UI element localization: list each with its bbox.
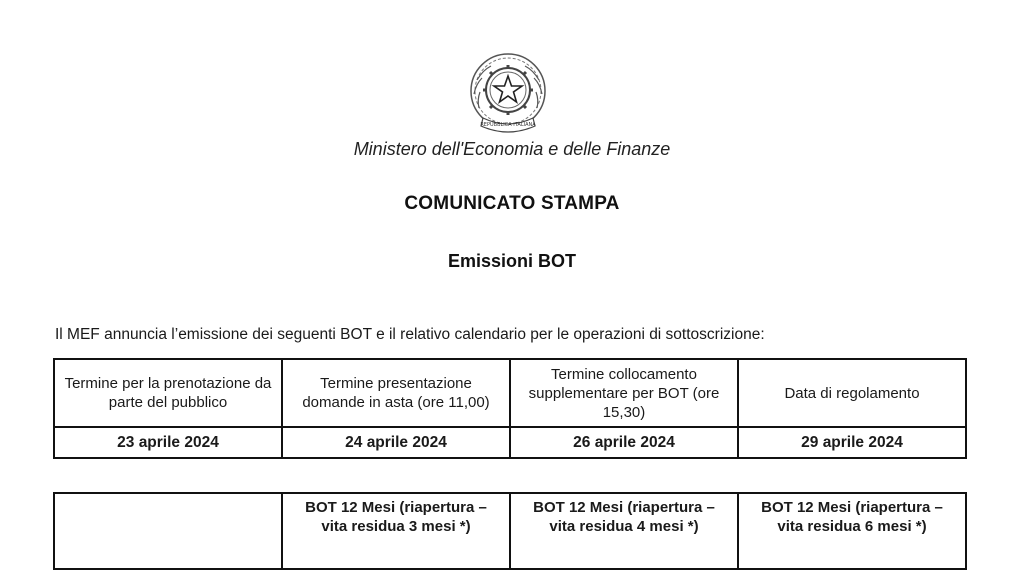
bot-corner-cell: [54, 493, 282, 569]
calendar-date-cell: 26 aprile 2024: [510, 427, 738, 458]
calendar-header-cell: Termine presentazione domande in asta (ore 11,00): [282, 359, 510, 427]
bot-column-header: BOT 12 Mesi (riapertura – vita residua 4 mesi *): [510, 493, 738, 569]
calendar-header-cell: Data di regolamento: [738, 359, 966, 427]
calendar-dates-row: [54, 427, 966, 458]
calendar-header-row: [54, 359, 966, 427]
bot-header-row: [54, 493, 966, 569]
emblem-ribbon-text: REPUBBLICA ITALIANA: [480, 122, 536, 128]
calendar-date-cell: 29 aprile 2024: [738, 427, 966, 458]
ministry-name: Ministero dell'Economia e delle Finanze: [353, 139, 671, 159]
calendar-date-cell: 24 aprile 2024: [282, 427, 510, 458]
intro-paragraph: Il MEF annuncia l’emissione dei seguenti BOT e il relativo calendario per le operazioni di sottoscrizione:: [55, 326, 765, 343]
page-subtitle: Emissioni BOT: [447, 251, 577, 271]
page-title: COMUNICATO STAMPA: [404, 193, 620, 214]
calendar-table: [53, 358, 967, 459]
calendar-header-cell: Termine per la prenotazione da parte del pubblico: [54, 359, 282, 427]
bot-column-header: BOT 12 Mesi (riapertura – vita residua 3 mesi *): [282, 493, 510, 569]
bot-issues-table: [53, 492, 967, 570]
bot-column-header: BOT 12 Mesi (riapertura – vita residua 6 mesi *): [738, 493, 966, 569]
italian-republic-emblem: [465, 50, 551, 136]
calendar-header-cell: Termine collocamento supplementare per BOT (ore 15,30): [510, 359, 738, 427]
calendar-date-cell: 23 aprile 2024: [54, 427, 282, 458]
